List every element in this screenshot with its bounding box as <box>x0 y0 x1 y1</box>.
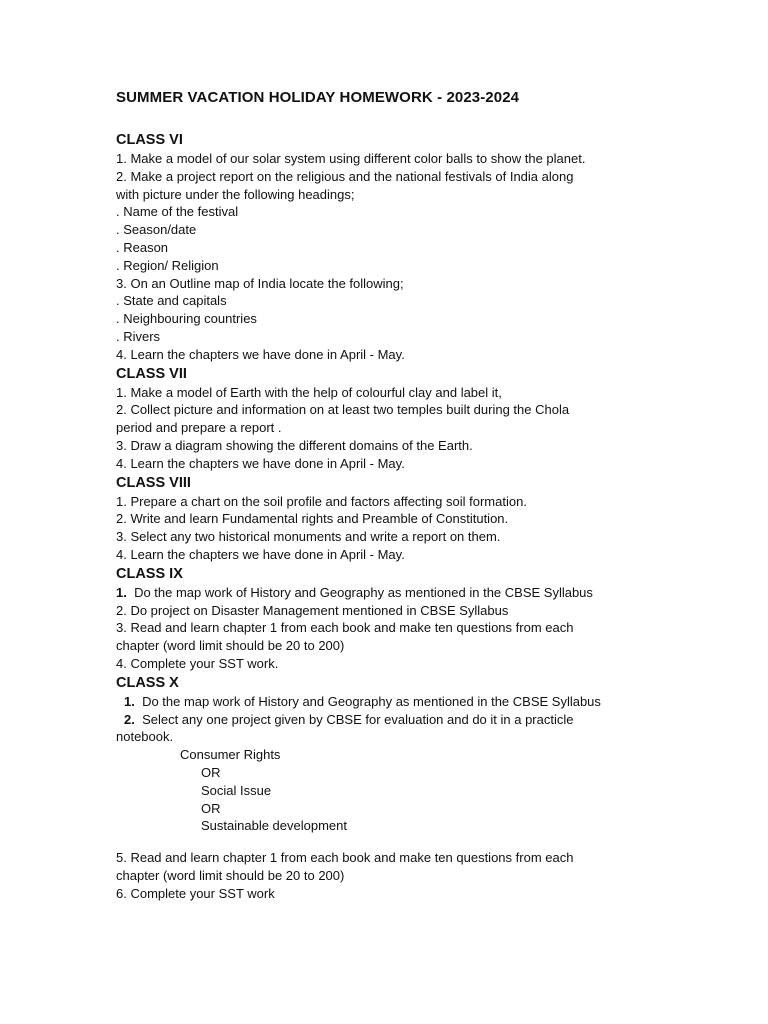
class-vi-line: 3. On an Outline map of India locate the following; <box>116 275 404 291</box>
class-vii-line: 3. Draw a diagram showing the different domains of the Earth. <box>116 437 473 453</box>
class-vi-line: 1. Make a model of our solar system using different color balls to show the planet. <box>116 151 586 166</box>
class-vi-heading: CLASS VI <box>116 132 183 148</box>
item-text: Do the map work of History and Geography as mentioned in the CBSE Syllabus <box>134 693 601 709</box>
project-option: Consumer Rights <box>180 747 281 763</box>
class-vi-line: . Neighbouring countries <box>116 311 257 327</box>
class-viii-line: 4. Learn the chapters we have done in April - May. <box>116 546 405 562</box>
class-vi-line: . Rivers <box>116 328 161 344</box>
item-number: 2. <box>124 711 135 727</box>
class-vii-heading: CLASS VII <box>116 365 187 382</box>
option-separator: OR <box>201 764 221 780</box>
class-x-line: notebook. <box>116 729 174 745</box>
class-viii-line: 1. Prepare a chart on the soil profile and factors affecting soil formation. <box>116 493 527 509</box>
item-number: 1. <box>124 693 135 709</box>
class-vii-line: 4. Learn the chapters we have done in April - May. <box>116 455 405 471</box>
class-vii-section <box>116 364 716 473</box>
class-vi-section <box>116 130 716 364</box>
class-ix-line: 3. Read and learn chapter 1 from each book and make ten questions from each <box>116 620 574 636</box>
class-vi-line: . Reason <box>116 239 169 255</box>
class-ix-heading: CLASS IX <box>116 565 183 582</box>
class-x-heading: CLASS X <box>116 674 179 691</box>
class-viii-line: 3. Select any two historical monuments and write a report on them. <box>116 529 501 545</box>
class-ix-line <box>116 584 716 602</box>
project-option: Sustainable development <box>201 818 347 834</box>
class-vi-line: 2. Make a project report on the religious and the national festivals of India along <box>116 168 574 184</box>
class-vi-line: . Region/ Religion <box>116 257 219 273</box>
item-text: Select any one project given by CBSE for evaluation and do it in a practicle <box>134 711 574 727</box>
class-x-line: 6. Complete your SST work <box>116 885 275 901</box>
class-ix-section <box>116 564 716 673</box>
item-number: 1. <box>116 584 127 600</box>
class-viii-section <box>116 473 716 564</box>
item-text: Do the map work of History and Geography as mentioned in the CBSE Syllabus <box>126 584 593 600</box>
class-ix-line: 2. Do project on Disaster Management mentioned in CBSE Syllabus <box>116 602 509 618</box>
class-vi-line: . Season/date <box>116 222 197 238</box>
class-vii-line: 1. Make a model of Earth with the help of colourful clay and label it, <box>116 384 502 400</box>
class-ix-line: chapter (word limit should be 20 to 200) <box>116 638 345 654</box>
document-title: SUMMER VACATION HOLIDAY HOMEWORK - 2023-2024 <box>116 89 520 106</box>
class-x-section <box>116 673 716 903</box>
class-vi-line: with picture under the following headings; <box>116 186 355 202</box>
class-vii-line: 2. Collect picture and information on at least two temples built during the Chola <box>116 402 570 418</box>
class-x-line: chapter (word limit should be 20 to 200) <box>116 867 345 883</box>
document-body <box>116 130 716 902</box>
class-viii-heading: CLASS VIII <box>116 474 191 491</box>
class-vi-line: . State and capitals <box>116 293 227 309</box>
option-separator: OR <box>201 800 221 816</box>
class-vi-line: 4. Learn the chapters we have done in April - May. <box>116 346 405 362</box>
class-x-line <box>116 711 716 729</box>
class-vii-line: period and prepare a report . <box>116 420 282 436</box>
class-x-line: 5. Read and learn chapter 1 from each book and make ten questions from each <box>116 850 574 866</box>
class-vi-line: . Name of the festival <box>116 204 239 220</box>
class-x-line <box>116 693 716 711</box>
spacer <box>116 835 716 849</box>
project-option: Social Issue <box>201 782 272 798</box>
class-viii-line: 2. Write and learn Fundamental rights and Preamble of Constitution. <box>116 511 509 527</box>
class-ix-line: 4. Complete your SST work. <box>116 655 279 671</box>
